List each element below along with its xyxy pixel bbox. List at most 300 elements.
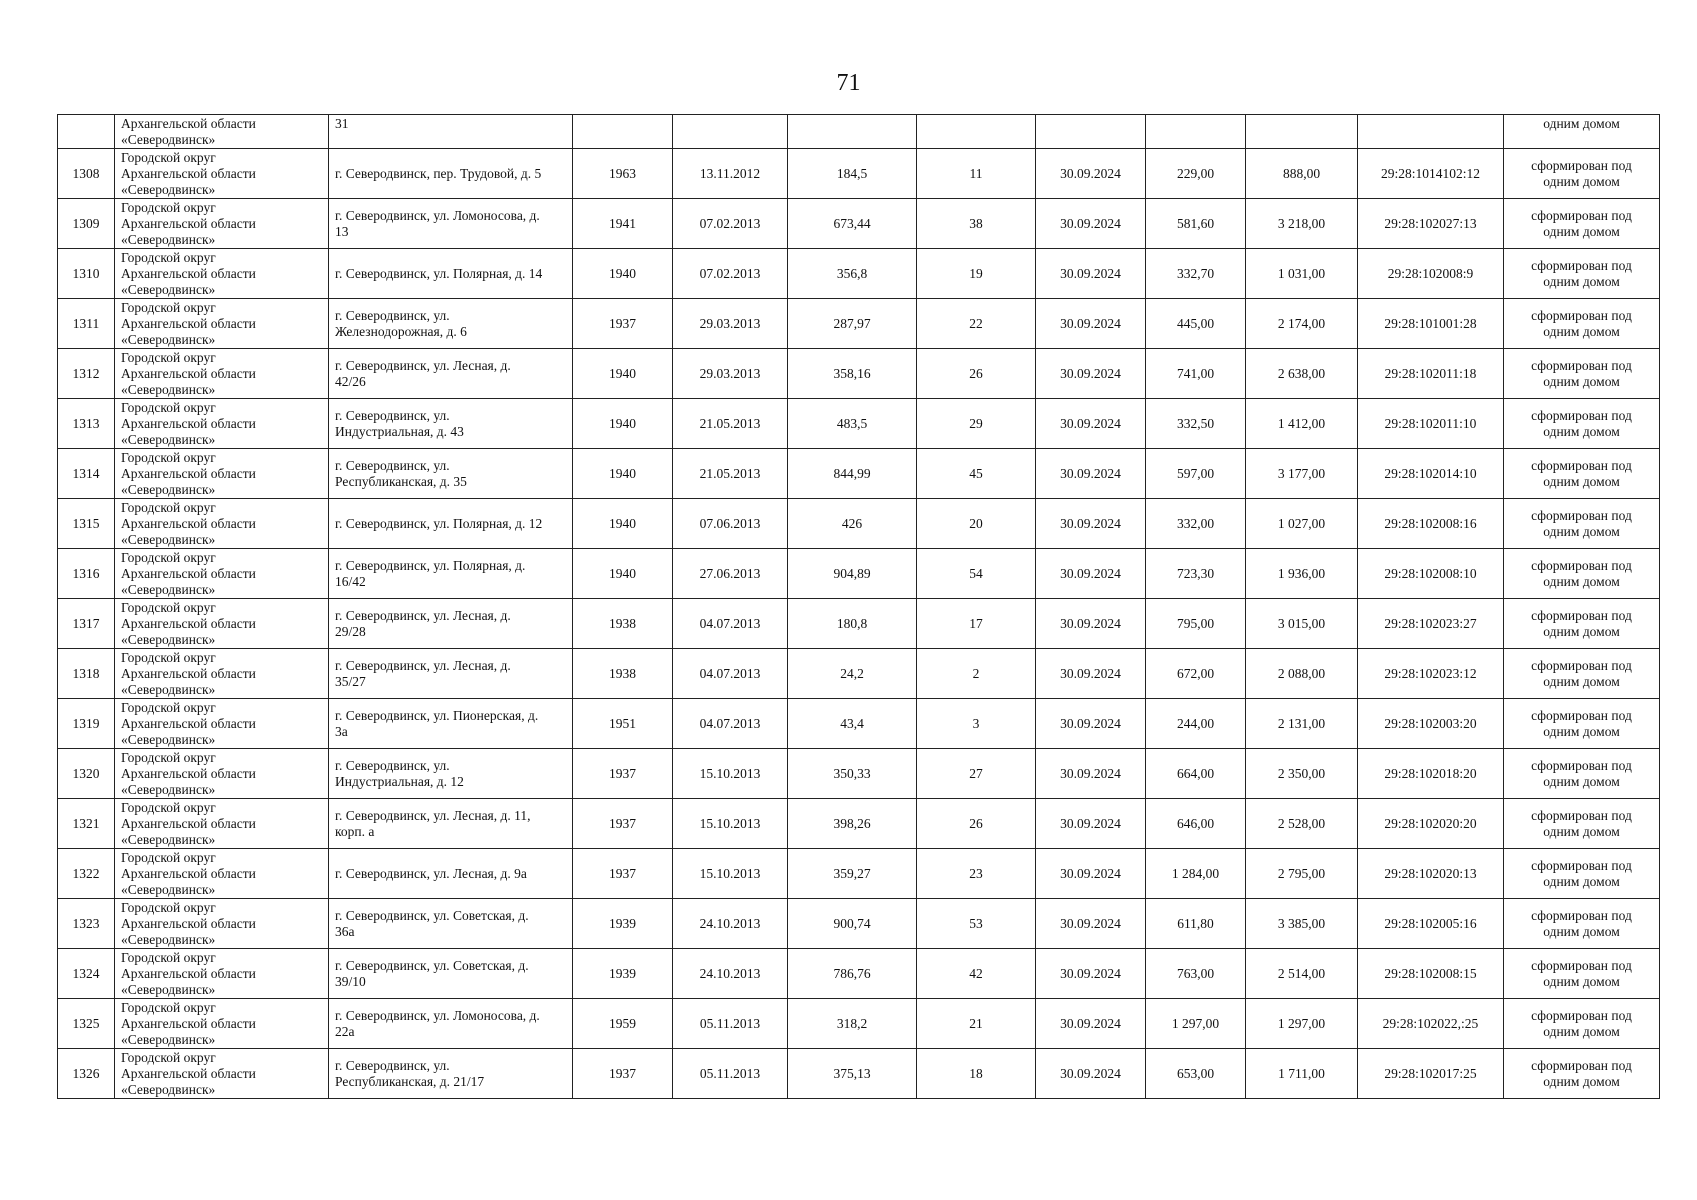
area-cell: 24,2 [788,649,917,699]
row-number-cell: 1326 [58,1049,115,1099]
status-cell-line: сформирован под [1531,557,1632,573]
address-cell [329,549,573,599]
residents-cell: 53 [917,899,1036,949]
land-b-cell: 2 350,00 [1246,749,1358,799]
deadline-cell: 30.09.2024 [1036,549,1146,599]
area-cell: 900,74 [788,899,917,949]
address-cell [329,599,573,649]
table-row [58,149,1660,199]
year-cell: 1938 [573,649,673,699]
year-cell: 1937 [573,299,673,349]
cadastral-cell: 29:28:102008:15 [1358,949,1504,999]
area-cell: 483,5 [788,399,917,449]
empty-cell [573,115,673,149]
owner-cell-line: Архангельской области [121,215,256,231]
status-cell-line: одним домом [1543,623,1620,639]
cadastral-cell: 29:28:102023:27 [1358,599,1504,649]
date-cell: 29.03.2013 [673,349,788,399]
owner-cell-line: Городской округ [121,299,216,315]
land-a-cell: 332,70 [1146,249,1246,299]
date-cell: 24.10.2013 [673,899,788,949]
address-cell [329,199,573,249]
address-cell [329,149,573,199]
address-cell-line: г. Северодвинск, ул. Полярная, д. 14 [335,265,543,281]
cadastral-cell: 29:28:102027:13 [1358,199,1504,249]
address-cell-line: 22а [335,1023,355,1039]
owner-cell-line: «Северодвинск» [121,181,216,197]
address-cell-line: г. Северодвинск, ул. Лесная, д. [335,607,511,623]
cadastral-cell: 29:28:102018:20 [1358,749,1504,799]
land-b-cell: 3 177,00 [1246,449,1358,499]
status-cell-line: сформирован под [1531,457,1632,473]
deadline-cell: 30.09.2024 [1036,1049,1146,1099]
land-b-cell: 1 936,00 [1246,549,1358,599]
residents-cell: 20 [917,499,1036,549]
residents-cell: 3 [917,699,1036,749]
owner-cell [115,199,329,249]
status-cell-line: сформирован под [1531,807,1632,823]
land-a-cell: 1 284,00 [1146,849,1246,899]
owner-cell-line: Городской округ [121,249,216,265]
owner-cell-line: «Северодвинск» [121,231,216,247]
address-cell-line: 16/42 [335,573,366,589]
cadastral-cell: 29:28:102017:25 [1358,1049,1504,1099]
date-cell: 05.11.2013 [673,999,788,1049]
row-number-cell: 1323 [58,899,115,949]
residents-cell: 45 [917,449,1036,499]
cadastral-cell: 29:28:102011:10 [1358,399,1504,449]
status-cell [1504,749,1660,799]
owner-cell-line: Архангельской области [121,965,256,981]
row-number-cell: 1317 [58,599,115,649]
status-cell [1504,849,1660,899]
status-cell-line: сформирован под [1531,957,1632,973]
owner-cell-line: Городской округ [121,649,216,665]
address-cell [329,649,573,699]
owner-cell [115,649,329,699]
table-row [58,949,1660,999]
owner-cell-line: «Северодвинск» [121,381,216,397]
land-a-cell: 664,00 [1146,749,1246,799]
status-cell-line: одним домом [1543,973,1620,989]
status-cell [1504,115,1660,149]
table-row [58,999,1660,1049]
land-a-cell: 332,00 [1146,499,1246,549]
deadline-cell: 30.09.2024 [1036,649,1146,699]
table-row [58,899,1660,949]
empty-cell [1036,115,1146,149]
row-number-cell: 1311 [58,299,115,349]
cadastral-cell: 29:28:102011:18 [1358,349,1504,399]
residents-cell: 11 [917,149,1036,199]
table-row [58,649,1660,699]
address-cell-line: г. Северодвинск, ул. [335,457,450,473]
area-cell: 43,4 [788,699,917,749]
deadline-cell: 30.09.2024 [1036,299,1146,349]
address-cell-line: 3а [335,723,348,739]
cadastral-cell: 29:28:102014:10 [1358,449,1504,499]
address-cell-line: г. Северодвинск, ул. Ломоносова, д. [335,207,540,223]
empty-cell [1246,115,1358,149]
land-b-cell: 1 711,00 [1246,1049,1358,1099]
land-b-cell: 2 174,00 [1246,299,1358,349]
status-cell-line: одним домом [1543,673,1620,689]
land-a-cell: 244,00 [1146,699,1246,749]
row-number-cell: 1313 [58,399,115,449]
land-a-cell: 332,50 [1146,399,1246,449]
owner-cell-line: Архангельской области [121,715,256,731]
address-cell [329,299,573,349]
owner-cell-line: Городской округ [121,349,216,365]
cadastral-cell: 29:28:101001:28 [1358,299,1504,349]
land-b-cell: 2 638,00 [1246,349,1358,399]
table-row [58,799,1660,849]
address-cell-line: 13 [335,223,349,239]
owner-cell [115,599,329,649]
status-cell-line: сформирован под [1531,507,1632,523]
owner-cell-line: Городской округ [121,999,216,1015]
status-cell-line: одним домом [1543,373,1620,389]
residents-cell: 19 [917,249,1036,299]
status-cell-line: одним домом [1543,473,1620,489]
owner-cell [115,549,329,599]
address-cell [329,899,573,949]
deadline-cell: 30.09.2024 [1036,749,1146,799]
owner-cell-line: «Северодвинск» [121,681,216,697]
owner-cell-line: Городской округ [121,499,216,515]
address-cell [329,849,573,899]
address-cell-line: Индустриальная, д. 12 [335,773,464,789]
residents-cell: 18 [917,1049,1036,1099]
owner-cell-line: «Северодвинск» [121,281,216,297]
status-cell [1504,649,1660,699]
owner-cell [115,849,329,899]
date-cell: 15.10.2013 [673,749,788,799]
status-cell [1504,599,1660,649]
year-cell: 1963 [573,149,673,199]
address-cell-line: г. Северодвинск, ул. Полярная, д. [335,557,526,573]
status-cell-line: сформирован под [1531,607,1632,623]
status-cell-line: одним домом [1543,823,1620,839]
area-cell: 356,8 [788,249,917,299]
owner-cell [115,949,329,999]
status-cell [1504,799,1660,849]
owner-cell [115,349,329,399]
address-cell [329,249,573,299]
date-cell: 21.05.2013 [673,449,788,499]
date-cell: 04.07.2013 [673,699,788,749]
status-cell-line: одним домом [1543,523,1620,539]
housing-register-table [57,114,1660,1099]
land-b-cell: 2 795,00 [1246,849,1358,899]
residents-cell: 26 [917,799,1036,849]
table-row [58,749,1660,799]
owner-cell [115,749,329,799]
address-cell-line: г. Северодвинск, ул. [335,407,450,423]
deadline-cell: 30.09.2024 [1036,149,1146,199]
owner-cell-line: Городской округ [121,549,216,565]
status-cell [1504,1049,1660,1099]
owner-cell-line: Архангельской области [121,265,256,281]
year-cell: 1959 [573,999,673,1049]
page-number: 71 [836,70,861,96]
owner-cell-line: «Северодвинск» [121,781,216,797]
row-number-cell: 1308 [58,149,115,199]
land-b-cell: 1 027,00 [1246,499,1358,549]
status-cell-line: сформирован под [1531,907,1632,923]
address-cell-line: 36а [335,923,355,939]
status-cell-line: одним домом [1543,723,1620,739]
status-cell-line: сформирован под [1531,707,1632,723]
year-cell: 1940 [573,449,673,499]
address-cell-line: 29/28 [335,623,366,639]
residents-cell: 54 [917,549,1036,599]
status-cell-line: одним домом [1543,1073,1620,1089]
status-cell-line: сформирован под [1531,307,1632,323]
residents-cell: 2 [917,649,1036,699]
date-cell: 29.03.2013 [673,299,788,349]
status-cell-line: сформирован под [1531,157,1632,173]
table-row [58,849,1660,899]
status-cell [1504,999,1660,1049]
owner-cell-line: Архангельской области [121,1065,256,1081]
land-b-cell: 2 088,00 [1246,649,1358,699]
land-a-cell: 581,60 [1146,199,1246,249]
address-cell-line: г. Северодвинск, ул. [335,1057,450,1073]
residents-cell: 23 [917,849,1036,899]
year-cell: 1937 [573,749,673,799]
address-cell [329,399,573,449]
land-a-cell: 646,00 [1146,799,1246,849]
cadastral-cell: 29:28:102020:13 [1358,849,1504,899]
area-cell: 398,26 [788,799,917,849]
address-cell-line: г. Северодвинск, ул. [335,757,450,773]
cadastral-cell: 29:28:102003:20 [1358,699,1504,749]
land-b-cell: 1 297,00 [1246,999,1358,1049]
deadline-cell: 30.09.2024 [1036,499,1146,549]
owner-cell-line: «Северодвинск» [121,331,216,347]
owner-cell-line: Архангельской области [121,415,256,431]
status-cell-line: одним домом [1543,573,1620,589]
land-a-cell: 611,80 [1146,899,1246,949]
owner-cell-line: Городской округ [121,799,216,815]
deadline-cell: 30.09.2024 [1036,599,1146,649]
status-cell [1504,449,1660,499]
owner-cell [115,799,329,849]
table-row [58,349,1660,399]
owner-cell-line: Архангельской области [121,465,256,481]
address-cell-line: г. Северодвинск, ул. Пионерская, д. [335,707,539,723]
deadline-cell: 30.09.2024 [1036,949,1146,999]
area-cell: 359,27 [788,849,917,899]
owner-cell-line: Архангельской области [121,165,256,181]
owner-cell [115,249,329,299]
status-cell-line: одним домом [1543,223,1620,239]
row-number-cell: 1319 [58,699,115,749]
row-number-cell [58,115,115,149]
owner-cell [115,449,329,499]
land-a-cell: 723,30 [1146,549,1246,599]
address-cell-line: г. Северодвинск, ул. Лесная, д. 9а [335,865,527,881]
address-cell-line: корп. а [335,823,375,839]
address-cell-line: Индустриальная, д. 43 [335,423,464,439]
owner-cell-line: Городской округ [121,749,216,765]
address-cell [329,1049,573,1099]
owner-cell-line: Городской округ [121,449,216,465]
address-cell-line: г. Северодвинск, ул. Лесная, д. 11, [335,807,531,823]
owner-cell-line: «Северодвинск» [121,581,216,597]
status-cell [1504,149,1660,199]
date-cell: 05.11.2013 [673,1049,788,1099]
status-cell-line: сформирован под [1531,657,1632,673]
land-b-cell: 1 031,00 [1246,249,1358,299]
cadastral-cell: 29:28:102008:9 [1358,249,1504,299]
date-cell: 24.10.2013 [673,949,788,999]
date-cell: 04.07.2013 [673,649,788,699]
residents-cell: 27 [917,749,1036,799]
owner-cell [115,699,329,749]
table-row [58,599,1660,649]
year-cell: 1940 [573,499,673,549]
area-cell: 786,76 [788,949,917,999]
land-b-cell: 888,00 [1246,149,1358,199]
residents-cell: 38 [917,199,1036,249]
area-cell: 350,33 [788,749,917,799]
area-cell: 318,2 [788,999,917,1049]
year-cell: 1937 [573,799,673,849]
table-row [58,299,1660,349]
owner-cell [115,999,329,1049]
owner-cell-line: «Северодвинск» [121,981,216,997]
owner-cell-line: Архангельской области [121,915,256,931]
owner-cell-line: Городской округ [121,849,216,865]
row-number-cell: 1321 [58,799,115,849]
land-a-cell: 653,00 [1146,1049,1246,1099]
land-a-cell: 597,00 [1146,449,1246,499]
cadastral-cell: 29:28:102005:16 [1358,899,1504,949]
cadastral-cell: 29:28:102020:20 [1358,799,1504,849]
status-cell [1504,399,1660,449]
status-cell-line: одним домом [1543,273,1620,289]
year-cell: 1940 [573,549,673,599]
row-number-cell: 1316 [58,549,115,599]
date-cell: 04.07.2013 [673,599,788,649]
owner-cell [115,899,329,949]
cadastral-cell: 29:28:102023:12 [1358,649,1504,699]
owner-cell-line: «Северодвинск» [121,631,216,647]
deadline-cell: 30.09.2024 [1036,899,1146,949]
land-a-cell: 229,00 [1146,149,1246,199]
address-cell [329,799,573,849]
owner-cell-line: Городской округ [121,599,216,615]
year-cell: 1940 [573,399,673,449]
row-number-cell: 1309 [58,199,115,249]
residents-cell: 42 [917,949,1036,999]
owner-cell-line: «Северодвинск» [121,881,216,897]
owner-cell-line: Городской округ [121,699,216,715]
table-row-continued [58,115,1660,149]
area-cell: 904,89 [788,549,917,599]
status-cell-line: одним домом [1543,1023,1620,1039]
empty-cell [917,115,1036,149]
status-cell-line: одним домом [1543,923,1620,939]
owner-cell-line: Архангельской области [121,665,256,681]
row-number-cell: 1312 [58,349,115,399]
row-number-cell: 1314 [58,449,115,499]
owner-cell [115,1049,329,1099]
address-cell-line: Республиканская, д. 21/17 [335,1073,485,1089]
table-row [58,499,1660,549]
status-cell-line: одним домом [1543,173,1620,189]
owner-cell-line: Городской округ [121,149,216,165]
deadline-cell: 30.09.2024 [1036,849,1146,899]
owner-cell-line: «Северодвинск» [121,831,216,847]
land-a-cell: 1 297,00 [1146,999,1246,1049]
land-a-cell: 741,00 [1146,349,1246,399]
deadline-cell: 30.09.2024 [1036,449,1146,499]
owner-cell-line: «Северодвинск» [121,1031,216,1047]
cadastral-cell: 29:28:1014102:12 [1358,149,1504,199]
land-b-cell: 3 385,00 [1246,899,1358,949]
land-b-cell: 2 131,00 [1246,699,1358,749]
cadastral-cell: 29:28:102022,:25 [1358,999,1504,1049]
residents-cell: 21 [917,999,1036,1049]
owner-cell-line: «Северодвинск» [121,731,216,747]
owner-cell-line: Архангельской области [121,365,256,381]
table-row [58,249,1660,299]
deadline-cell: 30.09.2024 [1036,799,1146,849]
year-cell: 1939 [573,949,673,999]
status-cell-line: сформирован под [1531,857,1632,873]
address-cell [329,749,573,799]
status-cell [1504,299,1660,349]
cadastral-cell: 29:28:102008:16 [1358,499,1504,549]
year-cell: 1940 [573,249,673,299]
date-cell: 07.02.2013 [673,199,788,249]
status-cell [1504,949,1660,999]
address-cell-line: Железнодорожная, д. 6 [335,323,467,339]
status-cell-line: сформирован под [1531,757,1632,773]
address-cell-line: г. Северодвинск, ул. Советская, д. [335,957,529,973]
deadline-cell: 30.09.2024 [1036,249,1146,299]
residents-cell: 29 [917,399,1036,449]
address-cell-line: г. Северодвинск, пер. Трудовой, д. 5 [335,165,542,181]
year-cell: 1937 [573,1049,673,1099]
owner-cell [115,399,329,449]
status-cell-line: одним домом [1543,423,1620,439]
date-cell: 13.11.2012 [673,149,788,199]
owner-cell-line: «Северодвинск» [121,431,216,447]
date-cell: 15.10.2013 [673,799,788,849]
land-b-cell: 1 412,00 [1246,399,1358,449]
date-cell: 27.06.2013 [673,549,788,599]
empty-cell [788,115,917,149]
empty-cell [673,115,788,149]
table-row [58,199,1660,249]
owner-cell-line: Архангельской области [121,615,256,631]
owner-cell-line: Архангельской области [121,116,256,131]
owner-cell-line: «Северодвинск» [121,931,216,947]
area-cell: 184,5 [788,149,917,199]
empty-cell [1358,115,1504,149]
residents-cell: 26 [917,349,1036,399]
row-number-cell: 1320 [58,749,115,799]
owner-cell-line: «Северодвинск» [121,132,216,147]
table-row [58,1049,1660,1099]
owner-cell-line: «Северодвинск» [121,531,216,547]
table-row [58,399,1660,449]
area-cell: 375,13 [788,1049,917,1099]
